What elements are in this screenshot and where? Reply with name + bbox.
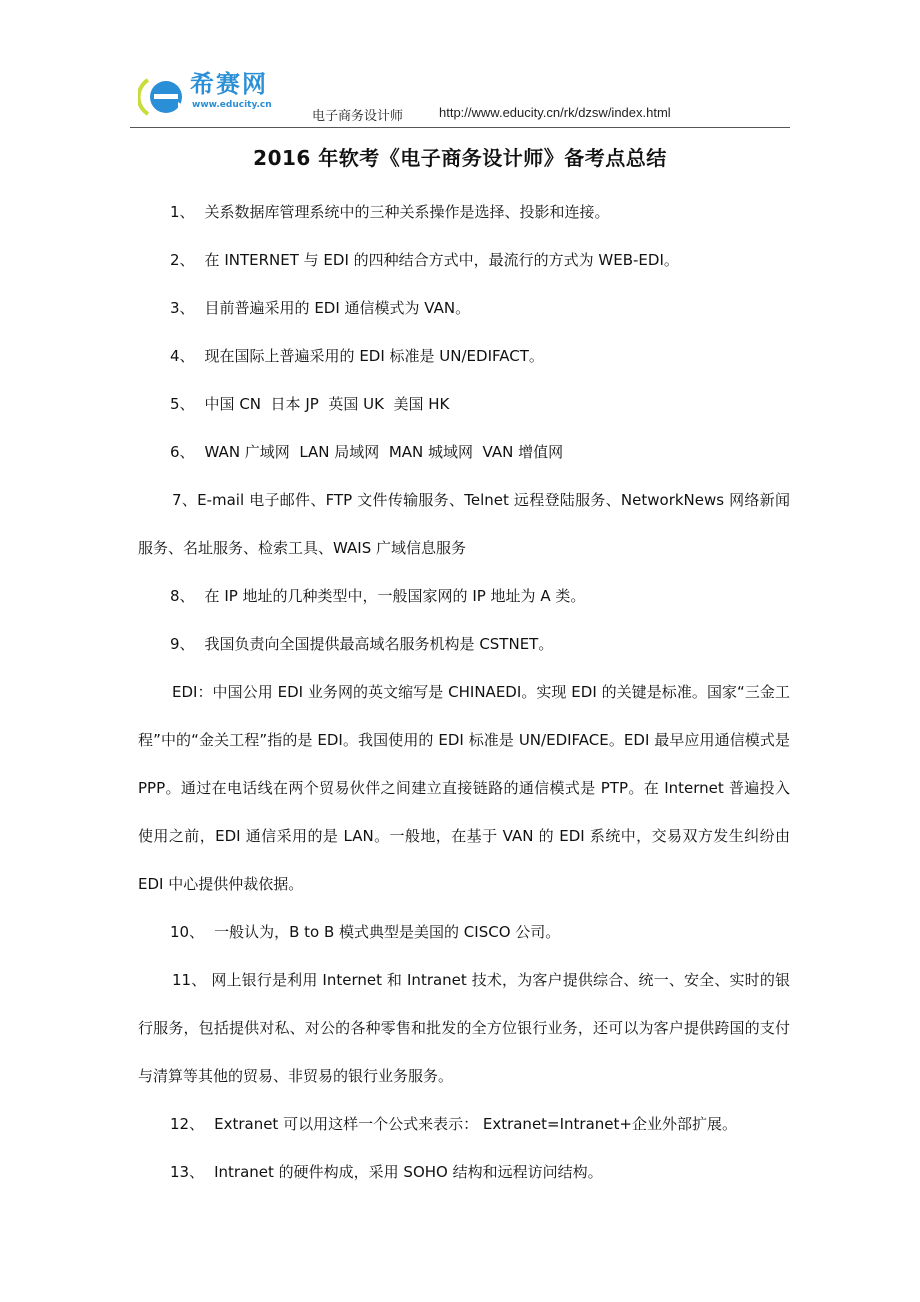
list-item-7: 7、E-mail 电子邮件、FTP 文件传输服务、Telnet 远程登陆服务、NetworkNews 网络新闻服务、名址服务、检索工具、WAIS 广域信息服务: [138, 491, 790, 557]
header-divider: [130, 127, 790, 128]
header-category: 电子商务设计师: [312, 109, 404, 124]
list-item-11: 11、 网上银行是利用 Internet 和 Intranet 技术，为客户提供综合、统一、安全、实时的银行服务，包括提供对私、对公的各种零售和批发的全方位银行业务，还可以为客户提供跨国的支付与清算等其他的贸易、非贸易的银行业务服务。: [138, 971, 790, 1085]
list-item-12: [138, 1100, 790, 1148]
list-item-6: [138, 428, 790, 476]
list-item-8: [138, 572, 790, 620]
educity-logo[interactable]: [138, 70, 288, 122]
list-item-13: [138, 1148, 790, 1196]
edi-paragraph: EDI：中国公用 EDI 业务网的英文缩写是 CHINAEDI。实现 EDI 的关键是标准。国家“三金工程”中的“金关工程”指的是 EDI。我国使用的 EDI 标准是 UN/EDIFACE。EDI 最早应用通信模式是 PPP。通过在电话线在两个贸易伙伴之间建立直接链路的通信模式是 PTP。在 Internet 普遍投入使用之前，EDI 通信采用的是 LAN。一般地，在基于 VAN 的 EDI 系统中，交易双方发生纠纷由 EDI 中心提供仲裁依据。: [138, 683, 790, 893]
logo-url: www.educity.cn: [192, 100, 272, 110]
item-text: 我国负责向全国提供最高域名服务机构是 CSTNET。: [204, 635, 554, 653]
item-text: Extranet 可以用这样一个公式来表示： Extranet=Intranet+企业外部扩展。: [214, 1115, 737, 1133]
document-body: [138, 188, 790, 1196]
item-text: 在 INTERNET 与 EDI 的四种结合方式中，最流行的方式为 WEB-EDI。: [204, 251, 679, 269]
item-number: 12、: [170, 1115, 205, 1133]
document-title: 2016 年软考《电子商务设计师》备考点总结: [253, 146, 667, 170]
item-number: 4、: [170, 347, 195, 365]
item-number: 2、: [170, 251, 195, 269]
list-item-1: [138, 188, 790, 236]
item-text: 在 IP 地址的几种类型中，一般国家网的 IP 地址为 A 类。: [204, 587, 586, 605]
page-header: [130, 66, 790, 128]
item-number: 1、: [170, 203, 195, 221]
educity-e-logo-icon: [138, 72, 186, 120]
list-item-3: [138, 284, 790, 332]
item-text: 目前普遍采用的 EDI 通信模式为 VAN。: [204, 299, 471, 317]
list-item-5: [138, 380, 790, 428]
item-number: 10、: [170, 923, 205, 941]
item-text: 一般认为，B to B 模式典型是美国的 CISCO 公司。: [214, 923, 561, 941]
logo-chinese-name: 希赛网: [190, 70, 268, 98]
item-text: Intranet 的硬件构成，采用 SOHO 结构和远程访问结构。: [214, 1163, 603, 1181]
item-text: 关系数据库管理系统中的三种关系操作是选择、投影和连接。: [204, 203, 610, 221]
item-text: 现在国际上普遍采用的 EDI 标准是 UN/EDIFACT。: [204, 347, 544, 365]
list-item-2: [138, 236, 790, 284]
item-number: 3、: [170, 299, 195, 317]
list-item-10: [138, 908, 790, 956]
item-text: WAN 广域网 LAN 局域网 MAN 城域网 VAN 增值网: [204, 443, 564, 461]
item-number: 5、: [170, 395, 195, 413]
item-number: 6、: [170, 443, 195, 461]
list-item-4: [138, 332, 790, 380]
list-item-9: [138, 620, 790, 668]
item-number: 13、: [170, 1163, 205, 1181]
header-url-link[interactable]: http://www.educity.cn/rk/dzsw/index.html: [439, 105, 671, 120]
item-text: 中国 CN 日本 JP 英国 UK 美国 HK: [204, 395, 450, 413]
item-number: 9、: [170, 635, 195, 653]
item-number: 8、: [170, 587, 195, 605]
